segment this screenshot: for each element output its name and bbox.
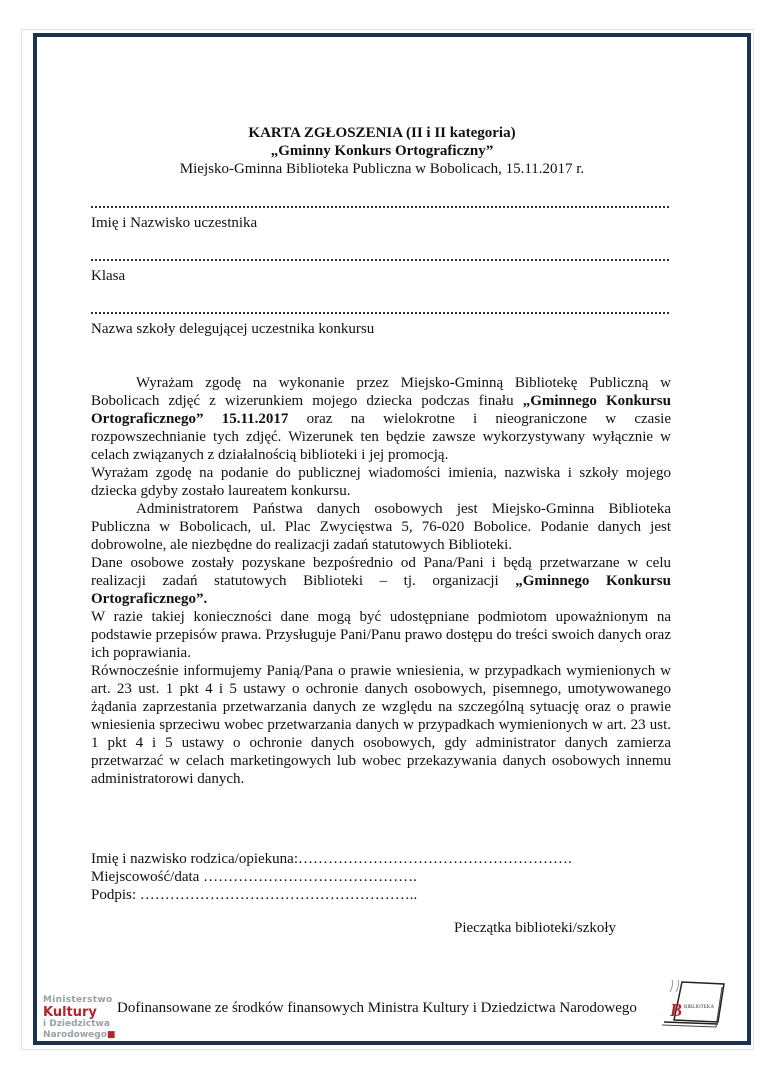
svg-text:BIBLIOTEKA: BIBLIOTEKA [684,1005,714,1010]
signature-block [91,850,671,904]
organizer-line: Miejsko-Gminna Biblioteka Publiczna w Bobolicach, 15.11.2017 r. [179,161,585,177]
school-label: Nazwa szkoły delegującej uczestnika konkursu [91,321,375,337]
school-input[interactable] [91,298,669,314]
consent-paragraph-photo: Wyrażam zgodę na wykonanie przez Miejsko-Gminną Bibliotekę Publiczną w Bobolicach zdjęć z wizerunkiem mojego dziecka podczas finału „Gminnego Konkursu Ortograficznego” 15.11.2017 oraz na wielokrotne i nieograniczone w czasie rozpowszechnianie tych zdjęć. Wizerunek ten będzie zawsze wykorzystywany wyłącznie w celach związanych z działalnością biblioteki i jej promocją. [91,375,671,463]
stamp-label: Pieczątka biblioteki/szkoły [454,920,617,936]
signature-row[interactable]: Podpis: ……………………………………………….. [91,887,418,903]
data-administrator-paragraph: Administratorem Państwa danych osobowych jest Miejsko-Gminna Biblioteka Publiczna w Bobolicach, ul. Plac Zwycięstwa 5, 76-020 Bobolice. Podanie danych jest dobrowolne, ale niezbędne do realizacji zadań statutowych Biblioteki. [91,501,671,553]
ministry-logo: Ministerstwo Kultury i Dziedzictwa Narodowego■ [43,995,116,1040]
data-source-paragraph: Dane osobowe zostały pozyskane bezpośrednio od Pana/Pani i będą przetwarzane w celu realizacji zadań statutowych Biblioteki – tj. organizacji „Gminnego Konkursu Ortograficznego”. [91,555,671,607]
participant-name-label: Imię i Nazwisko uczestnika [91,215,258,231]
consent-paragraph-publication: Wyrażam zgodę na podanie do publicznej wiadomości imienia, nazwiska i szkoły mojego dziecka gdyby zostało laureatem konkursu. [91,465,671,499]
consent-text [91,374,671,788]
parent-name-row[interactable]: Imię i nazwisko rodzica/opiekuna:………………………………………………. [91,851,572,867]
class-input[interactable] [91,245,669,261]
funding-note: Dofinansowane ze środków finansowych Ministra Kultury i Dziedzictwa Narodowego [117,1000,637,1016]
class-label: Klasa [91,268,126,284]
form-title: KARTA ZGŁOSZENIA (II i II kategoria) [248,125,516,141]
contest-name: „Gminny Konkurs Ortograficzny” [270,143,494,159]
svg-text:B: B [670,1000,683,1020]
school-field[interactable] [91,298,669,338]
place-date-row[interactable]: Miejscowość/data ……………………………………. [91,869,417,885]
open-book-icon [660,978,725,1030]
data-sharing-paragraph: W razie takiej konieczności dane mogą być udostępniane podmiotom upoważnionym na podstawie przepisów prawa. Przysługuje Pani/Panu prawo dostępu do treści swoich danych oraz ich poprawiania. [91,609,671,661]
class-field[interactable] [91,245,669,285]
participant-name-field[interactable] [91,192,669,232]
rights-paragraph: Równocześnie informujemy Panią/Pana o prawie wniesienia, w przypadkach wymienionych w art. 23 ust. 1 pkt 4 i 5 ustawy o ochronie danych osobowych, pisemnego, umotywowanego żądania zaprzestania przetwarzania danych ze względu na szczególną sytuację oraz o prawie wniesienia sprzeciwu wobec przetwarzania danych w przypadkach wymienionych w art. 23 ust. 1 pkt 4 i 5 ustawy o ochronie danych osobowych, gdy administrator danych zamierza przetwarzać w celach marketingowych lub wobec przekazywania danych osobowych innemu administratorowi danych. [91,663,671,787]
participant-name-input[interactable] [91,192,669,208]
library-logo [660,978,725,1030]
form-header [0,124,764,178]
